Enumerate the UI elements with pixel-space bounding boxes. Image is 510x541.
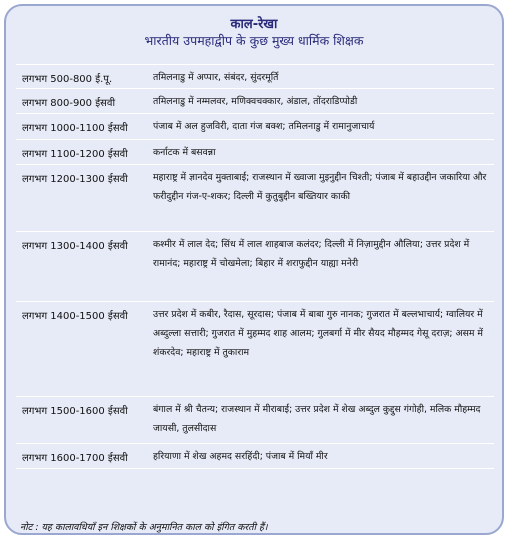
period-cell: लगभग 1500-1600 ईसवी [22,406,128,417]
footnote: नोट : यह कालावधियाँ इन शिक्षकों के अनुमानित काल को इंगित करती हैं। [20,522,268,533]
timeline-row [16,114,494,140]
period-cell: लगभग 1100-1200 ईसवी [22,149,128,160]
timeline-card [4,4,504,535]
timeline-row [16,302,494,397]
period-cell: लगभग 800-900 ईसवी [22,98,116,109]
teachers-cell: तमिलनाडु में अप्पार, संबंदर, सुंदरमूर्ति [153,72,279,83]
timeline-row [16,89,494,114]
timeline-row [16,165,494,232]
teachers-cell: कर्नाटक में बसवन्ना [153,147,216,158]
teachers-cell: हरियाणा में शेख अहमद सरहिंदी; पंजाब में मियाँ मीर [153,451,328,462]
teachers-cell: महाराष्ट्र में ज्ञानदेव मुक्ताबाई; राजस्थान में ख्वाजा मुइनुद्दीन चिश्ती; पंजाब में बहाउद्दीन जकारिया और फरीदुद्दीन गंज-ए-शकर; दिल्ली में कुतुबुद्दीन बख्तियार काकी [153,172,487,202]
period-cell: लगभग 500-800 ई.पू. [22,74,113,85]
teachers-cell: बंगाल में श्री चैतन्य; राजस्थान में मीराबाई; उत्तर प्रदेश में शेख अब्दुल कुद्दुस गंगोही, मलिक मौहम्मद जायसी, तुलसीदास [153,404,481,434]
timeline-row [16,397,494,444]
period-cell: लगभग 1400-1500 ईसवी [22,311,128,322]
period-cell: लगभग 1200-1300 ईसवी [22,174,128,185]
timeline-table [16,64,494,469]
period-cell: लगभग 1000-1100 ईसवी [22,123,128,134]
teachers-cell: उत्तर प्रदेश में कबीर, रैदास, सूरदास; पंजाब में बाबा गुरु नानक; गुजरात में बल्लभाचार्य; ग्वालियर में अब्दुल्ला सत्तारी; गुजरात में मुहम्मद शाह आलम; गुलबर्गा में मीर सैयद मौहम्मद गेसू दराज़; असम में शंकरदेव; महाराष्ट्र में तुकाराम [153,309,483,358]
timeline-row [16,64,494,89]
period-cell: लगभग 1600-1700 ईसवी [22,453,128,464]
teachers-cell: तमिलनाडु में नम्मलवर, मणिक्वचक्कार, अंडाल, तोंदराडिप्पोडी [153,96,358,107]
page-title: काल-रेखा [230,17,278,32]
period-cell: लगभग 1300-1400 ईसवी [22,241,128,252]
page-subtitle: भारतीय उपमहाद्वीप के कुछ मुख्य धार्मिक शिक्षक [144,33,364,48]
timeline-row [16,232,494,302]
timeline-row [16,140,494,165]
teachers-cell: पंजाब में अल हुजविरी, दाता गंज बक्श; तमिलनाडु में रामानुजाचार्य [153,121,375,132]
timeline-row [16,444,494,469]
teachers-cell: कश्मीर में लाल देद; सिंध में लाल शाहबाज कलंदर; दिल्ली में निज़ामुद्दीन औलिया; उत्तर प्रदेश में रामानंद; महाराष्ट्र में चोखमेला; बिहार में शराफुद्दीन याह्या मनेरी [153,239,470,269]
